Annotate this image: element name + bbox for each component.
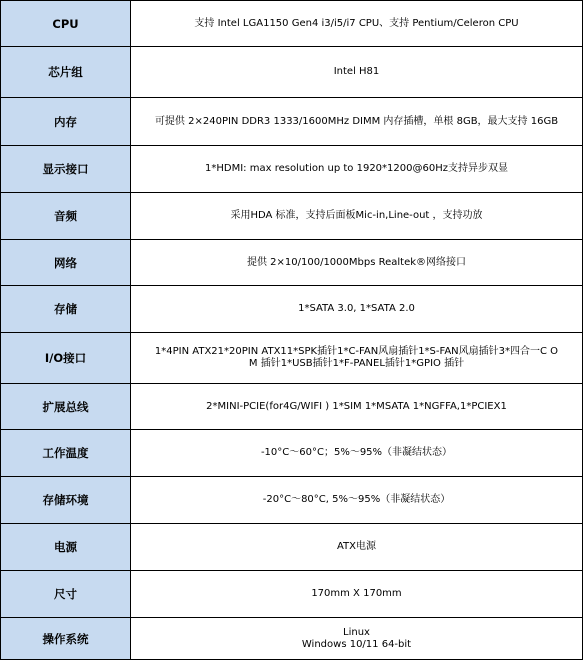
- spec-row: [1, 47, 583, 98]
- spec-row: [1, 193, 583, 240]
- spec-value-line: 170mm X 170mm: [311, 588, 402, 599]
- spec-value-line: Intel H81: [333, 66, 380, 77]
- spec-value-line: 1*SATA 3.0, 1*SATA 2.0: [298, 303, 415, 314]
- spec-value-line: ATX电源: [336, 541, 377, 552]
- spec-label: 网络: [1, 240, 131, 286]
- spec-label: 音频: [1, 193, 131, 240]
- spec-row: [1, 146, 583, 193]
- spec-value-line: 提供 2×10/100/1000Mbps Realtek®网络接口: [246, 256, 467, 268]
- spec-value: [131, 477, 583, 524]
- spec-row: [1, 98, 583, 146]
- spec-row: [1, 430, 583, 477]
- spec-label: 电源: [1, 524, 131, 571]
- spec-value: [131, 430, 583, 477]
- spec-label: 扩展总线: [1, 384, 131, 430]
- spec-label: 操作系统: [1, 618, 131, 660]
- spec-value: [131, 286, 583, 333]
- spec-value: [131, 333, 583, 384]
- spec-value: [131, 1, 583, 47]
- spec-value: [131, 98, 583, 146]
- spec-value: [131, 384, 583, 430]
- spec-label: 内存: [1, 98, 131, 146]
- spec-label: CPU: [1, 1, 131, 47]
- spec-value-line: -10°C～60°C；5%～95%（非凝结状态）: [260, 447, 453, 458]
- spec-value: [131, 47, 583, 98]
- spec-row: [1, 477, 583, 524]
- spec-row: [1, 1, 583, 47]
- spec-label: 存储: [1, 286, 131, 333]
- spec-value-line: 2*MINI-PCIE(for4G/WIFI ) 1*SIM 1*MSATA 1*NGFFA,1*PCIEX1: [206, 400, 507, 412]
- spec-label: 工作温度: [1, 430, 131, 477]
- spec-value: [131, 240, 583, 286]
- spec-value-line: 1*HDMI: max resolution up to 1920*1200@60Hz支持异步双显: [205, 163, 508, 174]
- spec-value-line: Windows 10/11 64-bit: [301, 638, 412, 650]
- spec-value-line: 1*4PIN ATX21*20PIN ATX11*SPK插针1*C-FAN风扇插针1*S-FAN风扇插针3*四合一C O: [154, 346, 559, 357]
- spec-label: 尺寸: [1, 571, 131, 618]
- spec-label: I/O接口: [1, 333, 131, 384]
- spec-value: [131, 193, 583, 240]
- spec-value: [131, 524, 583, 571]
- spec-label: 显示接口: [1, 146, 131, 193]
- spec-value: [131, 571, 583, 618]
- spec-value-line: M 插针1*USB插针1*F-PANEL插针1*GPIO 插针: [248, 358, 465, 369]
- spec-row: [1, 240, 583, 286]
- spec-value: [131, 618, 583, 660]
- spec-value: [131, 146, 583, 193]
- spec-row: [1, 618, 583, 660]
- spec-row: [1, 333, 583, 384]
- spec-label: 芯片组: [1, 47, 131, 98]
- spec-row: [1, 571, 583, 618]
- spec-value-line: 支持 Intel LGA1150 Gen4 i3/i5/i7 CPU、支持 Pentium/Celeron CPU: [194, 17, 519, 29]
- spec-row: [1, 286, 583, 333]
- spec-value-line: -20°C～80°C, 5%～95%（非凝结状态）: [262, 494, 451, 505]
- spec-row: [1, 384, 583, 430]
- spec-row: [1, 524, 583, 571]
- spec-value-line: 采用HDA 标准，支持后面板Mic-in,Line-out ，支持功放: [230, 210, 483, 221]
- spec-label: 存储环境: [1, 477, 131, 524]
- spec-value-line: Linux: [343, 626, 370, 638]
- spec-value-line: 可提供 2×240PIN DDR3 1333/1600MHz DIMM 内存插槽，单根 8GB，最大支持 16GB: [154, 115, 559, 127]
